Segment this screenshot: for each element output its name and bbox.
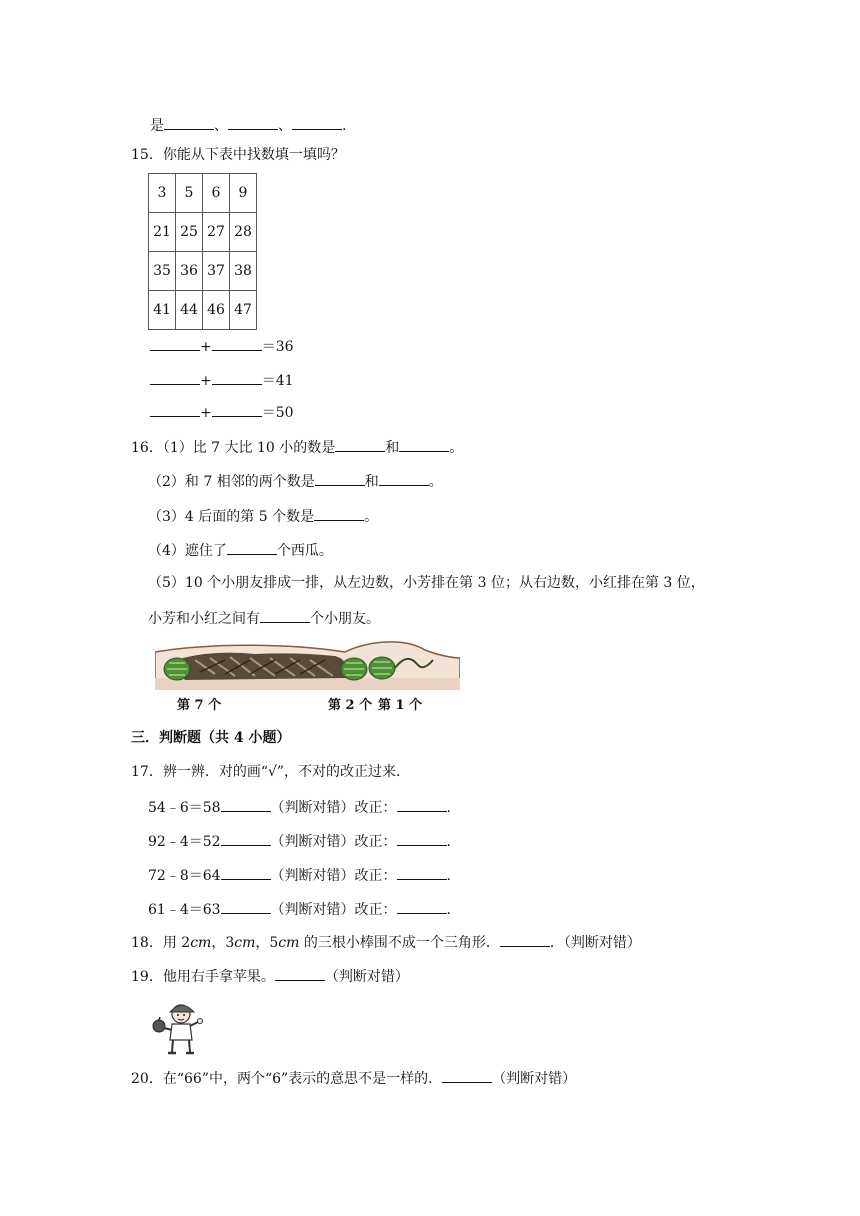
label-1st: 第 1 个	[378, 698, 423, 713]
table-cell: 41	[149, 291, 176, 330]
answer-blank[interactable]	[221, 899, 271, 914]
answer-blank[interactable]	[221, 797, 271, 812]
q16-part2: （2）和 7 相邻的两个数是 和 。	[148, 471, 443, 491]
q15-equation: + ＝50	[150, 402, 294, 422]
answer-blank[interactable]	[228, 115, 278, 130]
number-table	[148, 173, 257, 330]
answer-blank[interactable]	[150, 402, 200, 417]
q17-item: 54﹣6＝58 （判断对错）改正： .	[148, 797, 451, 817]
q17-item: 61﹣4＝63 （判断对错）改正： .	[148, 899, 451, 919]
table-cell: 5	[176, 174, 203, 213]
answer-blank[interactable]	[314, 506, 364, 521]
table-cell: 21	[149, 213, 176, 252]
q16-part1: 16．（1）比 7 大比 10 小的数是 和 。	[131, 437, 463, 457]
answer-blank[interactable]	[397, 865, 447, 880]
table-cell: 3	[149, 174, 176, 213]
answer-blank[interactable]	[379, 471, 429, 486]
q17-item: 72﹣8＝64 （判断对错）改正： .	[148, 865, 451, 885]
q18-line: 18．用 2cm，3cm，5cm 的三根小棒围不成一个三角形． ．（判断对错）	[131, 932, 641, 952]
answer-blank[interactable]	[397, 831, 447, 846]
q19-line: 19．他用右手拿苹果。 （判断对错）	[131, 966, 409, 986]
answer-blank[interactable]	[150, 336, 200, 351]
table-cell: 36	[176, 252, 203, 291]
answer-blank[interactable]	[315, 471, 365, 486]
q17-item: 92﹣4＝52 （判断对错）改正： .	[148, 831, 451, 851]
watermelon-left	[164, 658, 190, 680]
table-cell: 27	[203, 213, 230, 252]
table-cell: 44	[176, 291, 203, 330]
q20-line: 20．在“66”中，两个“6”表示的意思不是一样的． （判断对错）	[131, 1068, 576, 1088]
table-cell: 46	[203, 291, 230, 330]
answer-blank[interactable]	[275, 966, 325, 981]
table-row	[149, 213, 257, 252]
label-2nd: 第 2 个	[328, 698, 373, 713]
answer-blank[interactable]	[212, 370, 262, 385]
q16-part3: （3）4 后面的第 5 个数是 。	[148, 506, 378, 526]
q17-title: 17．辨一辨．对的画“√”，不对的改正过来．	[131, 764, 411, 780]
table-row	[149, 174, 257, 213]
table-cell: 47	[230, 291, 257, 330]
answer-blank[interactable]	[212, 336, 262, 351]
answer-blank[interactable]	[212, 402, 262, 417]
answer-blank[interactable]	[227, 540, 277, 555]
boy-holding-apple-picture	[150, 998, 212, 1056]
table-cell: 9	[230, 174, 257, 213]
watermelon-picture	[155, 638, 460, 690]
answer-blank[interactable]	[397, 797, 447, 812]
table-cell: 35	[149, 252, 176, 291]
table-cell: 6	[203, 174, 230, 213]
q15-equation: + ＝36	[150, 336, 294, 356]
answer-blank[interactable]	[221, 865, 271, 880]
answer-blank[interactable]	[260, 608, 310, 623]
answer-blank[interactable]	[292, 115, 342, 130]
answer-blank[interactable]	[335, 437, 385, 452]
q16-part4: （4）遮住了 个西瓜。	[148, 540, 333, 560]
answer-blank[interactable]	[399, 437, 449, 452]
table-cell: 37	[203, 252, 230, 291]
watermelon-illustration	[155, 638, 460, 714]
table-row	[149, 252, 257, 291]
answer-blank[interactable]	[221, 831, 271, 846]
answer-blank[interactable]	[150, 370, 200, 385]
answer-blank[interactable]	[397, 899, 447, 914]
q15-equation: + ＝41	[150, 370, 294, 390]
section-heading: 三．判断题（共 4 小题）	[131, 730, 291, 746]
label-7th: 第 7 个	[177, 698, 222, 713]
table-cell: 38	[230, 252, 257, 291]
table-cell: 25	[176, 213, 203, 252]
table-cell: 28	[230, 213, 257, 252]
cover-cloth	[180, 653, 347, 680]
q15-title: 15．你能从下表中找数填一填吗？	[131, 147, 345, 163]
answer-blank[interactable]	[442, 1068, 492, 1083]
table-row	[149, 291, 257, 330]
answer-blank[interactable]	[164, 115, 214, 130]
q16-part5-line2: 小芳和小红之间有 个小朋友。	[148, 608, 380, 628]
answer-blank[interactable]	[500, 932, 550, 947]
watermelon-second	[341, 658, 367, 680]
q14-answer-line: 是 、 、 .	[150, 115, 346, 135]
watermelon-first	[369, 657, 395, 679]
q16-part5-line1: （5）10 个小朋友排成一排，从左边数，小芳排在第 3 位；从右边数，小红排在第 3 位，	[148, 575, 705, 591]
